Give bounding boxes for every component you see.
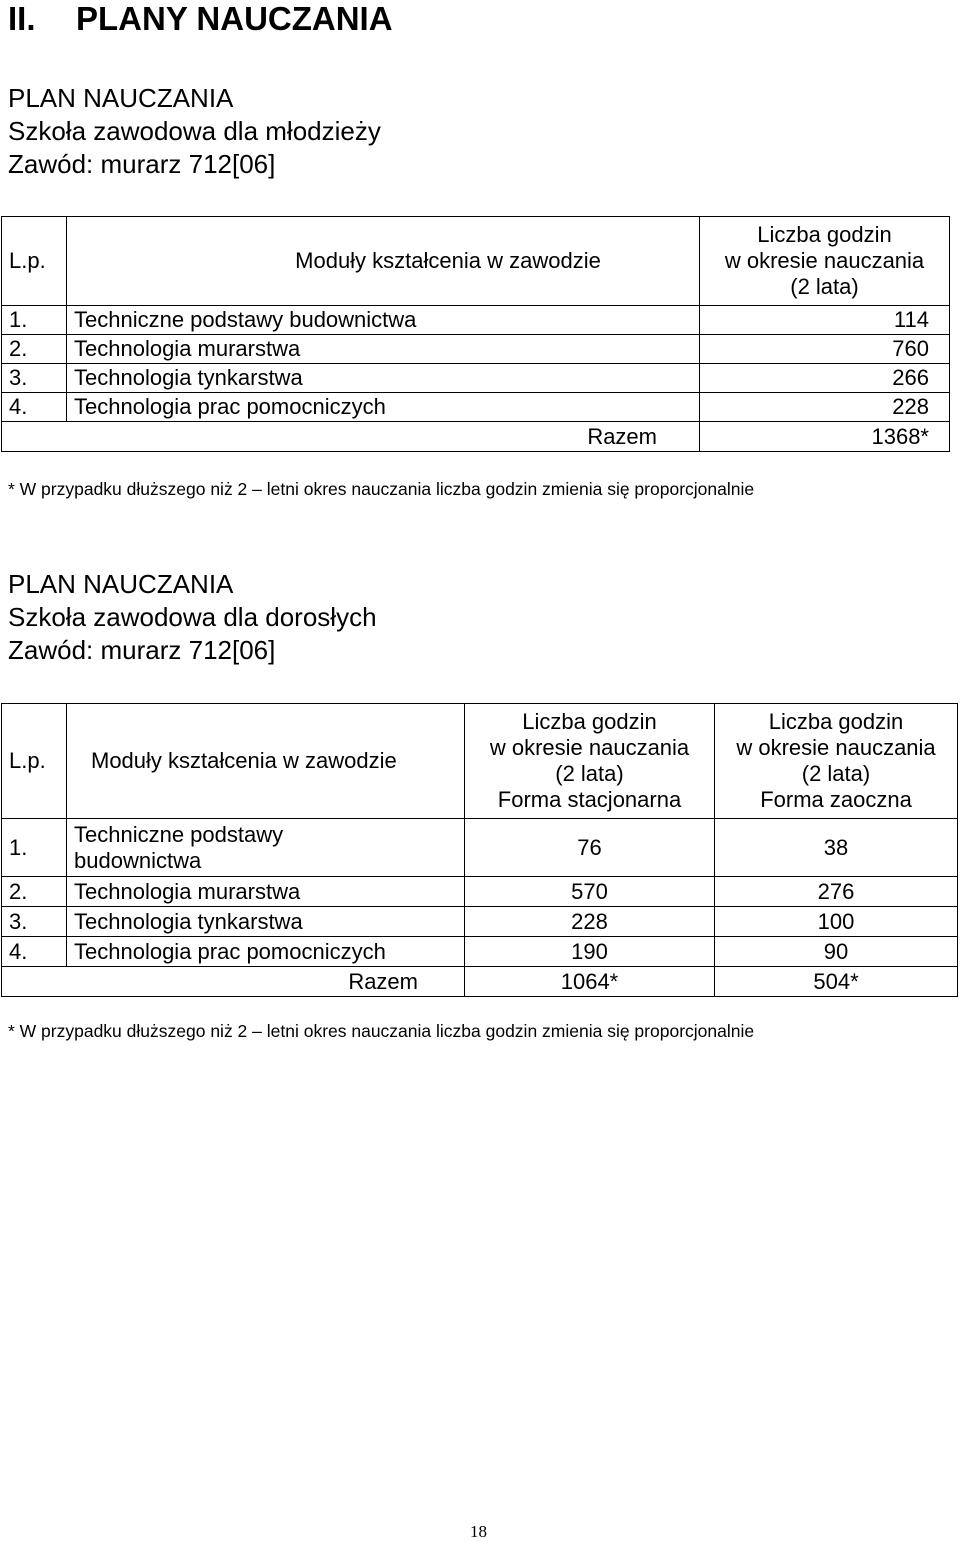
- row-extramural: 276: [715, 877, 958, 907]
- row-stationary: 228: [465, 907, 715, 937]
- row-module: Technologia prac pomocniczych: [67, 937, 465, 967]
- row-module: Technologia prac pomocniczych: [67, 393, 700, 422]
- page-number: 18: [470, 1522, 487, 1541]
- stationary-header-line4: Forma stacjonarna: [497, 787, 682, 812]
- row-extramural: 38: [715, 819, 958, 877]
- total-label: Razem: [2, 967, 465, 997]
- plan2-table: [1, 703, 958, 997]
- total-label: Razem: [2, 422, 700, 452]
- row-lp: 1.: [2, 819, 67, 877]
- stationary-header-line1: Liczba godzin: [522, 709, 657, 734]
- plan2-school: Szkoła zawodowa dla dorosłych: [8, 602, 377, 632]
- table-row: [2, 937, 958, 967]
- row-hours: 266: [700, 364, 950, 393]
- plan2-title: PLAN NAUCZANIA: [8, 569, 234, 599]
- row-lp: 2.: [2, 877, 67, 907]
- extramural-header-line4: Forma zaoczna: [760, 787, 912, 812]
- row-lp: 3.: [2, 907, 67, 937]
- row-extramural: 100: [715, 907, 958, 937]
- section-heading: [8, 0, 393, 38]
- hours-header-line3: (2 lata): [790, 274, 859, 299]
- row-lp: 3.: [2, 364, 67, 393]
- table-row: [2, 393, 950, 422]
- table-header-row: [2, 217, 950, 306]
- modules-header: Moduły kształcenia w zawodzie: [67, 704, 465, 819]
- row-hours: 760: [700, 335, 950, 364]
- table-row: [2, 877, 958, 907]
- section-number: II.: [8, 0, 36, 37]
- total-row: [2, 967, 958, 997]
- row-module: [67, 819, 465, 877]
- row-stationary: 76: [465, 819, 715, 877]
- row-lp: 1.: [2, 306, 67, 335]
- row-module: Technologia murarstwa: [67, 335, 700, 364]
- plan2-note: * W przypadku dłuższego niż 2 – letni okres nauczania liczba godzin zmienia się proporcjonalnie: [8, 1021, 755, 1041]
- plan1-school: Szkoła zawodowa dla młodzieży: [8, 116, 381, 146]
- plan2-header: [8, 568, 377, 667]
- plan1-header: [8, 82, 381, 181]
- table-row: [2, 306, 950, 335]
- plan1-title: PLAN NAUCZANIA: [8, 83, 234, 113]
- extramural-header-line1: Liczba godzin: [768, 709, 904, 734]
- lp-header: L.p.: [2, 217, 67, 306]
- stationary-header: [465, 704, 715, 819]
- total-stationary: 1064*: [465, 967, 715, 997]
- table-row: [2, 819, 958, 877]
- row-hours: 114: [700, 306, 950, 335]
- plan2-profession: Zawód: murarz 712[06]: [8, 635, 276, 665]
- stationary-header-line3: (2 lata): [555, 761, 624, 786]
- hours-header-line1: Liczba godzin: [757, 222, 892, 247]
- extramural-header-line3: (2 lata): [801, 761, 871, 786]
- row-stationary: 190: [465, 937, 715, 967]
- row-module: Technologia tynkarstwa: [67, 907, 465, 937]
- lp-header: L.p.: [2, 704, 67, 819]
- modules-header: Moduły kształcenia w zawodzie: [67, 217, 700, 306]
- stationary-header-line2: w okresie nauczania: [489, 735, 690, 760]
- hours-header-line2: w okresie nauczania: [724, 248, 925, 273]
- plan1-profession: Zawód: murarz 712[06]: [8, 149, 276, 179]
- plan1-note: * W przypadku dłuższego niż 2 – letni okres nauczania liczba godzin zmienia się proporcjonalnie: [8, 479, 755, 499]
- total-row: [2, 422, 950, 452]
- total-extramural: 504*: [715, 967, 958, 997]
- extramural-header-line2: w okresie nauczania: [736, 735, 936, 760]
- table-row: [2, 364, 950, 393]
- row-lp: 4.: [2, 393, 67, 422]
- total-hours: 1368*: [700, 422, 950, 452]
- row-module: Technologia murarstwa: [67, 877, 465, 907]
- table-row: [2, 335, 950, 364]
- hours-header: [700, 217, 950, 306]
- row-module: Techniczne podstawy budownictwa: [67, 306, 700, 335]
- table-header-row: [2, 704, 958, 819]
- plan1-table: [1, 216, 950, 452]
- row-lp: 4.: [2, 937, 67, 967]
- row-hours: 228: [700, 393, 950, 422]
- row-lp: 2.: [2, 335, 67, 364]
- row-module: Technologia tynkarstwa: [67, 364, 700, 393]
- table-row: [2, 907, 958, 937]
- row-stationary: 570: [465, 877, 715, 907]
- extramural-header: [715, 704, 958, 819]
- row-module-line1: Techniczne podstawy: [74, 821, 284, 847]
- section-title: PLANY NAUCZANIA: [76, 0, 393, 37]
- row-module-line2: budownictwa: [74, 847, 202, 873]
- row-extramural: 90: [715, 937, 958, 967]
